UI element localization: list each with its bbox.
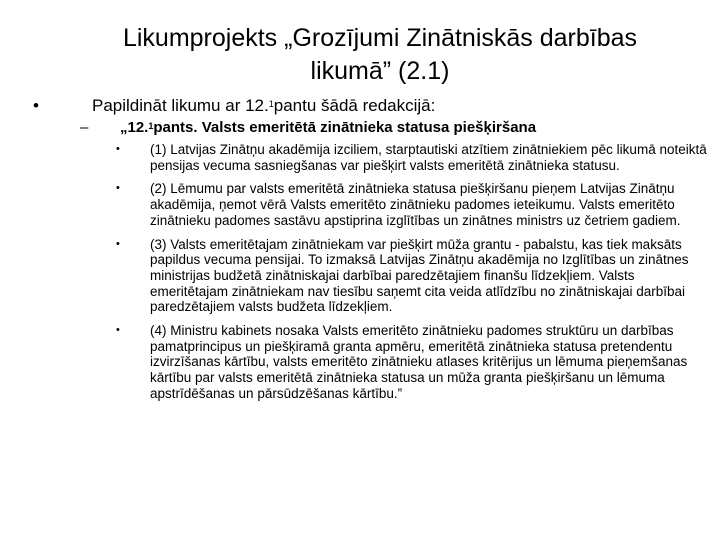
section-heading-superscript: 1 — [148, 121, 154, 131]
slide-title-line2: likumā” (2.1) — [310, 57, 450, 85]
list-item — [110, 142, 710, 173]
bullet-icon: • — [116, 182, 120, 195]
bullet-icon: • — [33, 96, 39, 115]
bullet-icon: • — [116, 237, 120, 250]
dash-icon: – — [80, 119, 89, 136]
bullet-icon: • — [116, 143, 120, 155]
paragraph-text: (2) Lēmumu par valsts emeritētā zinātnieka statusa piešķiršanu pieņem Latvijas Zinātņu akadēmija, ņemot vērā Valsts emeritēto zinātnieku padomes ieteikumu. Valsts emeritēto zinātnieku padomes sastāvu apstiprina izglītības un zinātnes ministrs uz četriem gadiem. — [150, 181, 681, 228]
list-item — [110, 323, 710, 402]
level1-text-before: Papildināt likumu ar 12. — [92, 96, 269, 115]
paragraph-text: (3) Valsts emeritētajam zinātniekam var piešķirt mūža grantu - pabalstu, kas tiek maksāts papildus vecuma pensijai. To izmaksā Latvijas Zinātņu akadēmija no Izglītības un zinātnes ministrijas budžetā zinātniskajai darbībai paredzētajiem finanšu līdzekļiem. Valsts emeritētajam zinātniekam nav tiesību saņemt cita veida atlīdzību no zinātniskajai darbībai paredzētajiem valsts budžeta līdzekļiem. — [150, 236, 689, 315]
level1-superscript: 1 — [268, 99, 274, 109]
list-item — [110, 181, 710, 228]
level1-text-after: pantu šādā redakcijā: — [273, 96, 436, 115]
section-heading-after: pants. Valsts emeritētā zinātnieka statusa piešķiršana — [153, 119, 537, 136]
paragraph-text: (1) Latvijas Zinātņu akadēmija izciliem, starptautiski atzītiem zinātniekiem pēc likumā noteiktā pensijas vecuma sasniegšanas var piešķirt valsts emeritētā zinātnieka statusu. — [150, 142, 707, 173]
slide-title-line1: Likumprojekts „Grozījumi Zinātniskās darbības — [122, 24, 638, 52]
slide-title — [60, 22, 700, 88]
paragraph-text: (4) Ministru kabinets nosaka Valsts emeritēto zinātnieku padomes struktūru un darbības pamatprincipus un piešķiramā granta apmēru, emeritētā zinātnieka statusa pretendentu izvirzīšanas kārtību, valsts emeritēto zinātnieku atlases kritērijus un lēmuma pieņemšanas kārtību par valsts emeritētā zinātnieka statusa un mūža granta piešķiršanu un lēmuma apstrīdēšanas un pārsūdzēšanas kārtību.” — [150, 323, 688, 401]
level1-text — [92, 95, 435, 117]
bullet-icon: • — [116, 324, 120, 337]
list-item — [110, 237, 710, 316]
paragraph-list — [110, 142, 710, 410]
section-heading-before: „12. — [120, 119, 149, 136]
section-heading — [120, 118, 536, 138]
